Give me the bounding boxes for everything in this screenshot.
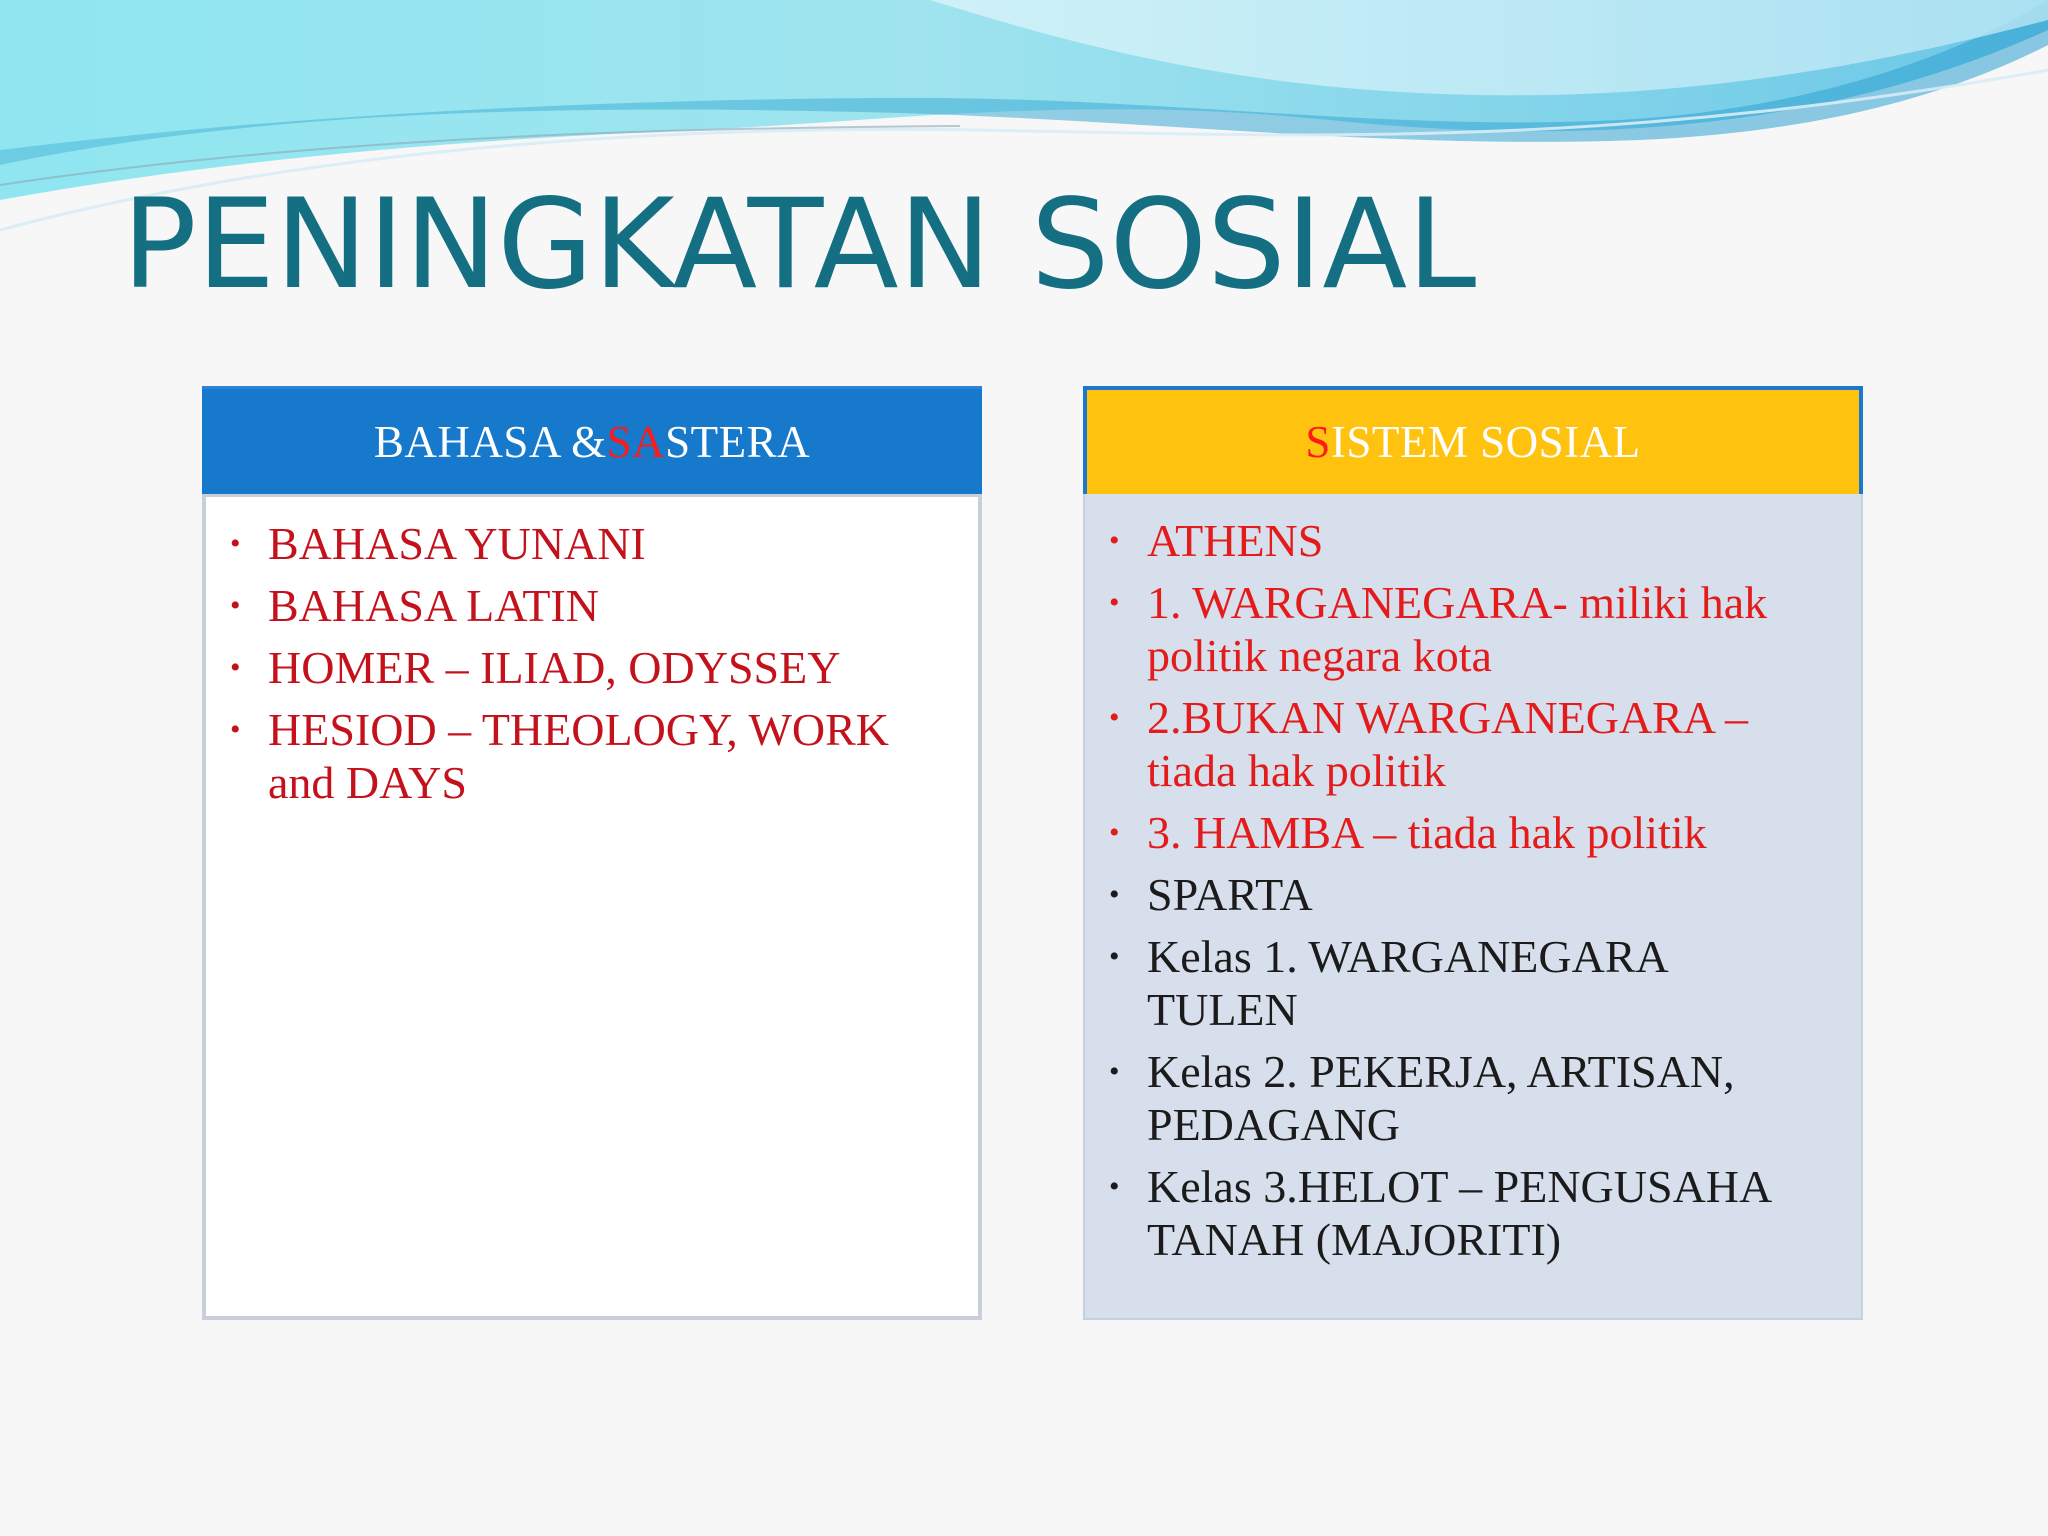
bullet-icon: • — [1109, 701, 1120, 734]
list-item-text: 2.BUKAN WARGANEGARA – tiada hak politik — [1147, 692, 1749, 796]
list-item-text: ATHENS — [1147, 515, 1324, 566]
bahasa-sastera-body — [202, 494, 982, 1320]
list-item-text: HOMER – ILIAD, ODYSSEY — [268, 642, 841, 693]
list-item — [1107, 691, 1821, 797]
header-highlight: S — [1305, 417, 1331, 467]
list-item — [1107, 1160, 1821, 1266]
list-item — [228, 703, 938, 809]
header-text-part2: STERA — [665, 416, 811, 467]
bullet-icon: • — [1109, 524, 1120, 557]
bahasa-sastera-header — [202, 386, 982, 494]
bullet-icon: • — [1109, 586, 1120, 619]
page-title: PENINGKATAN SOSIAL — [122, 173, 1477, 317]
header-text-part1: BAHASA & — [373, 416, 607, 467]
list-item — [1107, 930, 1821, 1036]
header-text-rest: ISTEM SOSIAL — [1330, 417, 1641, 467]
bullet-icon: • — [230, 651, 241, 684]
list-item-text: BAHASA YUNANI — [268, 518, 646, 569]
list-item-text: 3. HAMBA – tiada hak politik — [1147, 807, 1707, 858]
list-item-text: Kelas 2. PEKERJA, ARTISAN, PEDAGANG — [1147, 1046, 1735, 1150]
bullet-icon: • — [230, 713, 241, 746]
list-item — [1107, 514, 1821, 567]
list-item — [1107, 868, 1821, 921]
bahasa-sastera-panel — [202, 386, 982, 1320]
list-item-text: HESIOD – THEOLOGY, WORK and DAYS — [268, 704, 889, 808]
list-item — [1107, 806, 1821, 859]
bullet-icon: • — [230, 589, 241, 622]
bullet-icon: • — [1109, 940, 1120, 973]
bullet-icon: • — [1109, 816, 1120, 849]
sistem-sosial-header — [1083, 386, 1863, 494]
bullet-icon: • — [1109, 1055, 1120, 1088]
bullet-icon: • — [1109, 1170, 1120, 1203]
list-item — [228, 579, 938, 632]
header-highlight: SA — [606, 416, 666, 467]
list-item-text: SPARTA — [1147, 869, 1313, 920]
bullet-icon: • — [230, 527, 241, 560]
list-item-text: BAHASA LATIN — [268, 580, 599, 631]
bahasa-sastera-list — [228, 517, 938, 809]
list-item-text: Kelas 3.HELOT – PENGUSAHA TANAH (MAJORITI) — [1147, 1161, 1770, 1265]
sistem-sosial-panel — [1083, 386, 1863, 1320]
list-item — [1107, 576, 1821, 682]
list-item-text: 1. WARGANEGARA- miliki hak politik negara kota — [1147, 577, 1768, 681]
sistem-sosial-body — [1083, 494, 1863, 1320]
list-item — [228, 517, 938, 570]
list-item — [1107, 1045, 1821, 1151]
bullet-icon: • — [1109, 878, 1120, 911]
list-item — [228, 641, 938, 694]
sistem-sosial-list — [1107, 514, 1821, 1266]
list-item-text: Kelas 1. WARGANEGARA TULEN — [1147, 931, 1667, 1035]
